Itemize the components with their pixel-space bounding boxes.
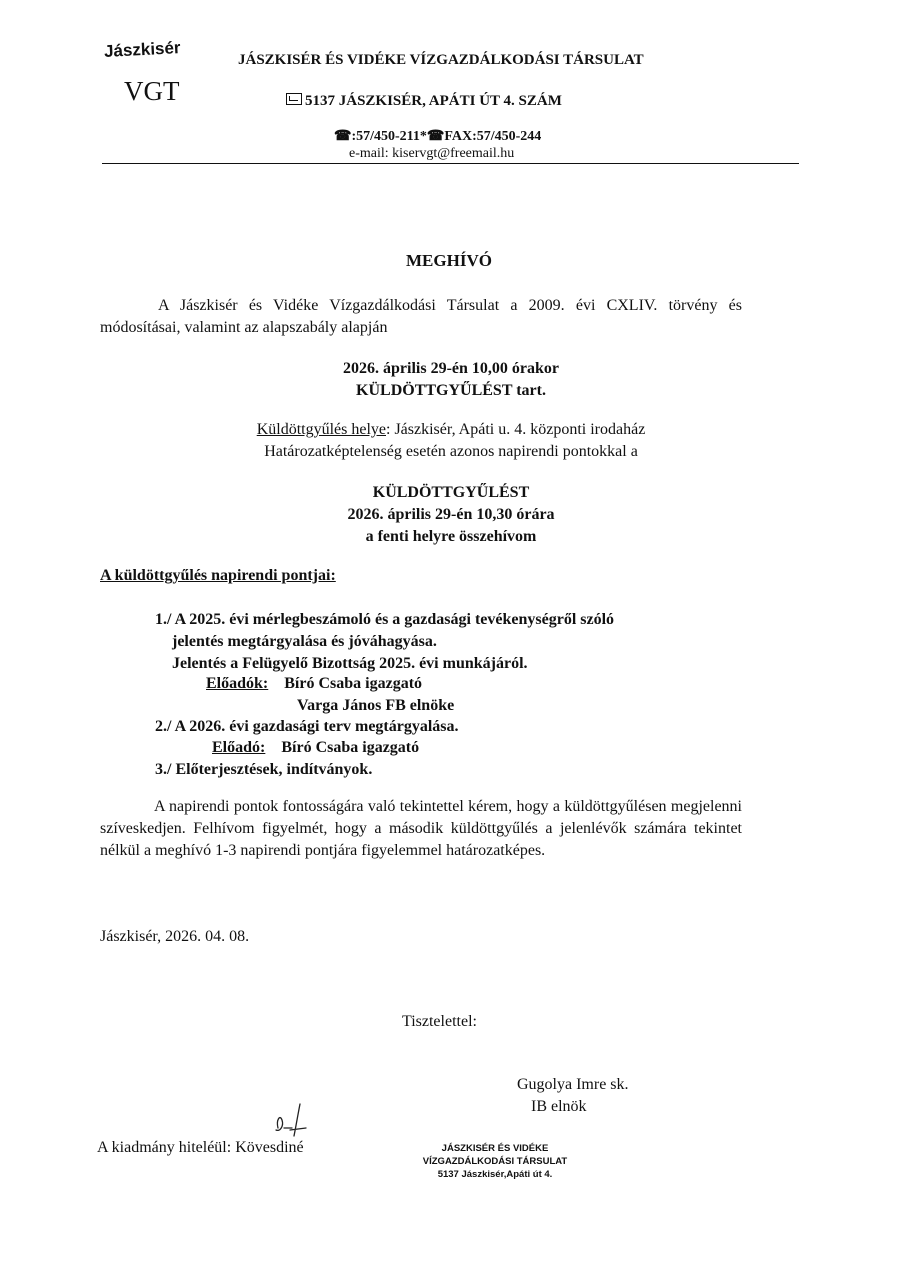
fax-icon: ☎ <box>426 129 445 144</box>
stamp-line1: JÁSZKISÉR ÉS VIDÉKE <box>441 1143 549 1154</box>
speaker-1: Bíró Csaba igazgató <box>284 675 423 692</box>
meeting-block <box>0 358 902 402</box>
handwritten-signature <box>270 1098 314 1142</box>
venue-label: Küldöttgyűlés helye <box>256 421 386 438</box>
speaker-name: Bíró Csaba igazgató <box>281 739 420 756</box>
venue-block <box>0 419 902 463</box>
agenda-heading: A küldöttgyűlés napirendi pontjai: <box>100 567 336 584</box>
phone-fax-line <box>334 128 541 145</box>
signer-block <box>517 1074 629 1118</box>
agenda-item3: 3./ Előterjesztések, indítványok. <box>155 761 373 778</box>
second-meeting-line1: KÜLDÖTTGYŰLÉST <box>372 484 530 501</box>
speakers-label: Előadók: <box>206 675 269 692</box>
certified-line: A kiadmány hiteléül: Kövesdiné <box>97 1139 304 1156</box>
venue-line <box>0 419 902 441</box>
agenda-item1-line1: 1./ A 2025. évi mérlegbeszámoló és a gazdasági tevékenységről szóló <box>155 611 615 628</box>
venue-fallback: Határozatképtelenség esetén azonos napirendi pontokkal a <box>264 443 638 460</box>
second-meeting-line3: a fenti helyre összehívom <box>365 528 537 545</box>
stamp-line3: 5137 Jászkisér,Apáti út 4. <box>437 1169 553 1180</box>
address-line <box>286 93 562 110</box>
phone-icon: ☎ <box>334 129 352 144</box>
header-divider <box>102 163 799 164</box>
stamp <box>420 1142 570 1181</box>
signer-role: IB elnök <box>531 1098 587 1115</box>
regards: Tisztelettel: <box>402 1013 477 1030</box>
mail-icon <box>286 93 302 105</box>
speaker-label: Előadó: <box>212 739 266 756</box>
logo-name: Jászkisér <box>103 38 181 61</box>
email-line: e-mail: kiservgt@freemail.hu <box>349 146 515 161</box>
address-text: 5137 JÁSZKISÉR, APÁTI ÚT 4. SZÁM <box>305 93 562 109</box>
meeting-what: KÜLDÖTTGYŰLÉST tart. <box>356 382 546 399</box>
closing-paragraph: A napirendi pontok fontosságára való tekintettel kérem, hogy a küldöttgyűlésen megjelenni szíveskedjen. Felhívom figyelmét, hogy a második küldöttgyűlés a jelenlévők számára tekintet nélkül a meghívó 1-3 napirendi pontjára figyelemmel határozatképes. <box>100 798 742 859</box>
agenda-item1-line3: Jelentés a Felügyelő Bizottság 2025. évi munkájáról. <box>172 655 528 672</box>
document-date: Jászkisér, 2026. 04. 08. <box>100 928 250 945</box>
agenda-item2: 2./ A 2026. évi gazdasági terv megtárgyalása. <box>155 718 459 735</box>
meeting-when: 2026. április 29-én 10,00 órakor <box>343 360 559 377</box>
speaker-2: Varga János FB elnöke <box>297 697 455 714</box>
logo-mark: VGT <box>124 76 180 106</box>
agenda-item1-line2: jelentés megtárgyalása és jóváhagyása. <box>172 633 437 650</box>
fax-text: FAX:57/450-244 <box>444 129 542 144</box>
phone-text: :57/450-211* <box>351 129 427 144</box>
agenda-item2-speaker <box>212 737 419 759</box>
second-meeting-line2: 2026. április 29-én 10,30 órára <box>347 506 555 523</box>
venue-value: : Jászkisér, Apáti u. 4. központi irodaház <box>386 421 646 438</box>
org-name: JÁSZKISÉR ÉS VIDÉKE VÍZGAZDÁLKODÁSI TÁRSULAT <box>238 52 644 68</box>
stamp-line2: VÍZGAZDÁLKODÁSI TÁRSULAT <box>422 1156 568 1167</box>
second-meeting-block <box>0 482 902 548</box>
page-title: MEGHÍVÓ <box>406 251 492 270</box>
agenda-item1-speakers <box>206 673 422 695</box>
intro-paragraph: A Jászkisér és Vidéke Vízgazdálkodási Társulat a 2009. évi CXLIV. törvény és módosításai, valamint az alapszabály alapján <box>100 297 742 336</box>
signer-name: Gugolya Imre sk. <box>517 1076 629 1093</box>
